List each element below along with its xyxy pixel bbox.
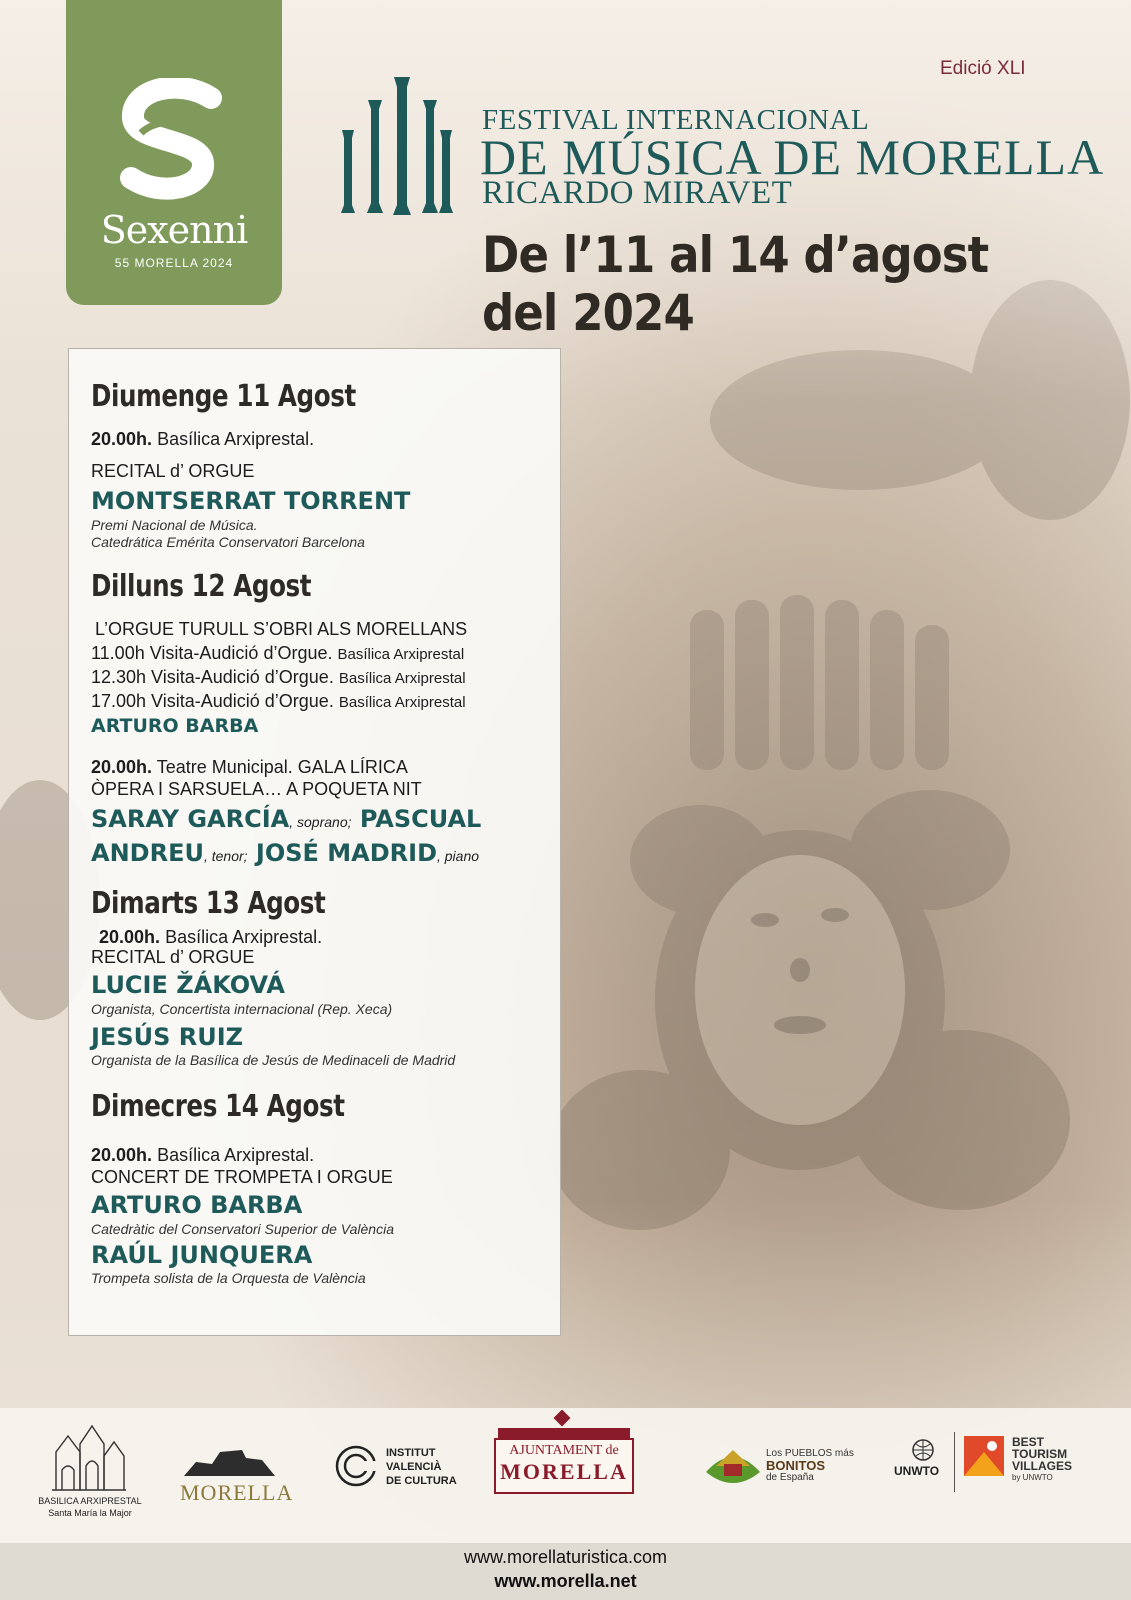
pueblos-bonitos-label: Los PUEBLOS más BONITOS de España [766, 1448, 854, 1483]
morella-wordmark: MORELLA [180, 1480, 294, 1505]
sponsor-divider [954, 1432, 955, 1492]
day-heading-1: Diumenge 11 Agost [91, 379, 356, 414]
visit-line: 11.00h Visita-Audició d’Orgue. Basílica Arxiprestal [91, 643, 465, 663]
artist-note: Premi Nacional de Música. [91, 517, 258, 533]
artist-note: Catedràtic del Conservatori Superior de València [91, 1221, 394, 1237]
artist-name: LUCIE ŽÁKOVÁ [91, 971, 285, 999]
artist-name: RAÚL JUNQUERA [91, 1241, 313, 1269]
basilica-drawing-icon [48, 1422, 128, 1492]
sponsor-logos-strip [0, 1408, 1131, 1543]
artist-line: SARAY GARCÍA, soprano; PASCUAL [91, 805, 482, 833]
footer [0, 1543, 1131, 1600]
sexenni-subtitle: 55 MORELLA 2024 [114, 256, 234, 270]
best-tourism-villages-icon [962, 1434, 1006, 1478]
sexenni-s-icon [111, 78, 237, 208]
ajuntament-crown-icon [494, 1410, 634, 1440]
event-type: CONCERT DE TROMPETA I ORGUE [91, 1167, 393, 1187]
ivc-label: INSTITUT VALENCIÀ DE CULTURA [386, 1447, 457, 1487]
event-time-venue: 20.00h. Basílica Arxiprestal. [91, 429, 315, 449]
edition-label: Edició XLI [940, 58, 1026, 79]
organ-pipes-icon [336, 75, 456, 217]
artist-name: JESÚS RUIZ [91, 1023, 244, 1051]
gala-line: ÒPERA I SARSUELA… A POQUETA NIT [91, 779, 422, 799]
website-link-morella[interactable]: www.morella.net [494, 1571, 637, 1591]
artist-name: ARTURO BARBA [91, 715, 259, 737]
artist-note: Organista, Concertista internacional (Rep. Xeca) [91, 1001, 393, 1017]
pueblos-bonitos-icon [698, 1432, 768, 1494]
artist-name: ARTURO BARBA [91, 1191, 303, 1219]
unwto-globe-icon [908, 1438, 938, 1462]
day-heading-3: Dimarts 13 Agost [91, 886, 326, 921]
ajuntament-logo: AJUNTAMENT de MORELLA [494, 1438, 634, 1494]
day-heading-2: Dilluns 12 Agost [91, 569, 312, 604]
sexenni-logo-badge [66, 0, 282, 305]
artist-note: Catedrática Emérita Conservatori Barcelona [91, 534, 365, 550]
ivc-logo-icon [334, 1444, 378, 1488]
artist-name: MONTSERRAT TORRENT [91, 487, 411, 515]
artist-line: ANDREU, tenor; JOSÉ MADRID, piano [91, 839, 480, 867]
basilica-sublabel: Santa María la Major [48, 1508, 132, 1518]
day-heading-4: Dimecres 14 Agost [91, 1089, 345, 1124]
event-type: RECITAL d’ ORGUE [91, 461, 255, 481]
program-panel [68, 348, 561, 1336]
festival-title-line2: DE MÚSICA DE MORELLA [480, 129, 1105, 185]
event-type: RECITAL d’ ORGUE [91, 947, 255, 967]
visit-line: 17.00h Visita-Audició d’Orgue. Basílica Arxiprestal [91, 691, 466, 711]
sexenni-wordmark: Sexenni [100, 208, 248, 252]
event-time-venue: 20.00h. Basílica Arxiprestal. [99, 927, 323, 947]
festival-title-line3: RICARDO MIRAVET [482, 175, 793, 211]
event-time-venue: 20.00h. Basílica Arxiprestal. [91, 1145, 315, 1165]
artist-note: Organista de la Basílica de Jesús de Medinaceli de Madrid [91, 1052, 456, 1068]
festival-dates: De l’11 al 14 d’agost del 2024 [482, 226, 989, 342]
festival-title-line1: FESTIVAL INTERNACIONAL [482, 104, 870, 136]
gala-line: 20.00h. Teatre Municipal. GALA LÍRICA [91, 757, 408, 777]
event-type: L’ORGUE TURULL S’OBRI ALS MORELLANS [95, 619, 468, 639]
visit-line: 12.30h Visita-Audició d’Orgue. Basílica Arxiprestal [91, 667, 466, 687]
unwto-label: UNWTO [894, 1464, 940, 1478]
morella-castle-icon [182, 1444, 277, 1478]
basilica-label: BASILICA ARXIPRESTAL [38, 1496, 142, 1506]
best-tourism-villages-label: BEST TOURISM VILLAGES by UNWTO [1012, 1435, 1073, 1482]
artist-note: Trompeta solista de la Orquesta de València [91, 1270, 366, 1286]
website-link-turistica[interactable]: www.morellaturistica.com [463, 1547, 668, 1567]
